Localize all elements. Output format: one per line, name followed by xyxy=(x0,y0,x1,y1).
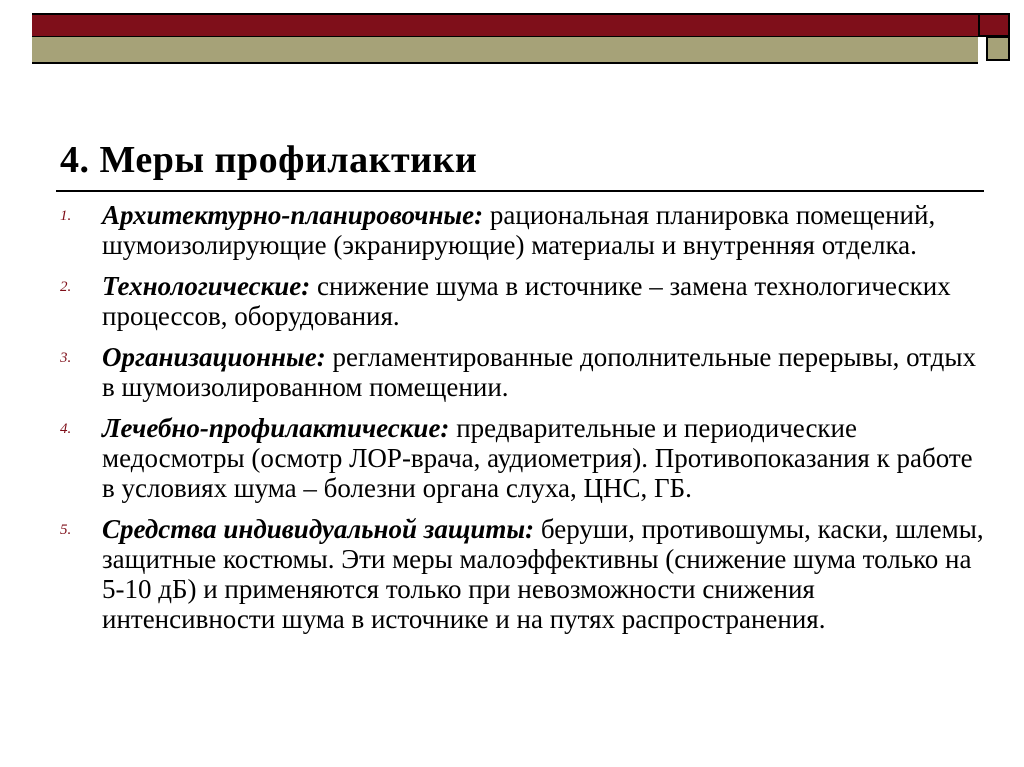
slide-title: 4. Меры профилактики xyxy=(60,139,478,181)
item-term: Организационные: xyxy=(102,342,326,372)
corner-square-olive xyxy=(986,36,1010,61)
corner-square-red xyxy=(978,13,1010,37)
item-term: Технологические: xyxy=(102,271,311,301)
header-bar-olive xyxy=(32,36,978,64)
list-item xyxy=(60,271,988,331)
title-divider xyxy=(56,190,984,192)
item-number: 5. xyxy=(60,522,72,538)
list-item xyxy=(60,413,988,503)
header-decoration xyxy=(0,0,1024,60)
item-number: 3. xyxy=(60,350,72,366)
item-term: Архитектурно-планировочные: xyxy=(102,200,484,230)
item-term: Средства индивидуальной защиты: xyxy=(102,514,535,544)
list-item xyxy=(60,200,988,260)
item-number: 2. xyxy=(60,279,72,295)
measures-list xyxy=(60,200,988,645)
list-item xyxy=(60,342,988,402)
item-text: предварительные и периодические медосмотры (осмотр ЛОР-врача, аудиометрия). Противопоказания к работе в условиях шума – болезни органа слуха, ЦНС, ГБ. xyxy=(102,413,973,503)
item-text: рациональная планировка помещений, шумоизолирующие (экранирующие) материалы и внутренняя отделка. xyxy=(102,200,936,260)
header-bar-dark xyxy=(32,13,978,38)
item-text: беруши, противошумы, каски, шлемы, защитные костюмы. Эти меры малоэффективны (снижение шума только на 5-10 дБ) и применяются только при невозможности снижения интенсивности шума в источнике и на путях распространения. xyxy=(102,514,984,634)
item-number: 4. xyxy=(60,421,72,437)
item-number: 1. xyxy=(60,208,72,224)
list-item xyxy=(60,514,988,634)
item-text: регламентированные дополнительные перерывы, отдых в шумоизолированном помещении. xyxy=(102,342,977,402)
item-text: снижение шума в источнике – замена технологических процессов, оборудования. xyxy=(102,271,951,331)
item-term: Лечебно-профилактические: xyxy=(102,413,450,443)
